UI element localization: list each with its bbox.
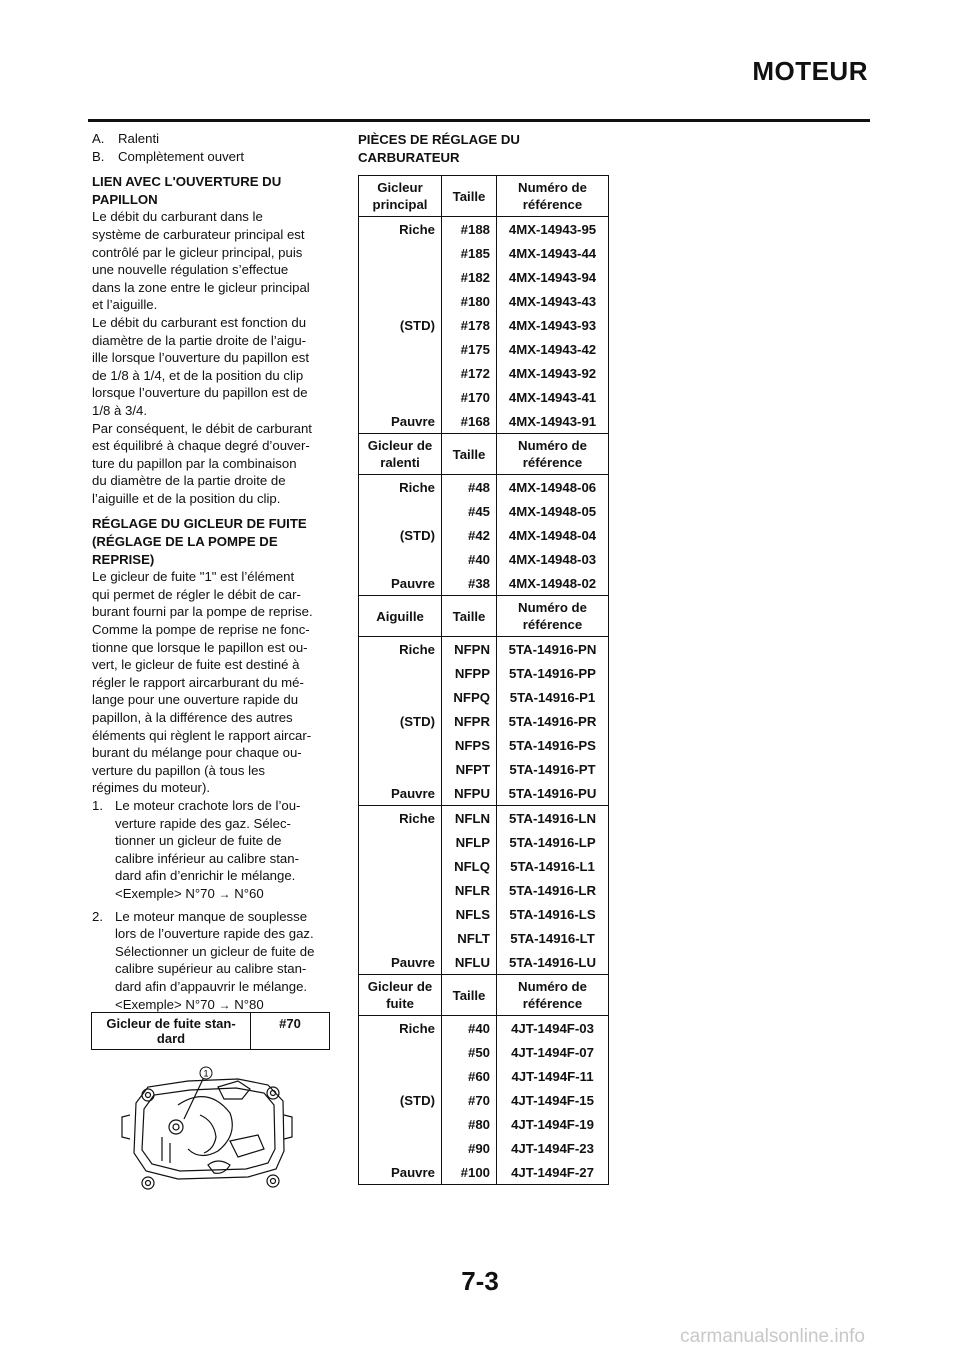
table-cell: 4JT-1494F-15 (511, 1092, 594, 1108)
table-row (359, 217, 609, 242)
table-cell: 5TA-14916-P1 (509, 689, 596, 705)
table-cell: Pauvre (359, 950, 442, 975)
table-cell: 4MX-14948-04 (508, 527, 597, 543)
table-cell: Pauvre (359, 571, 442, 596)
table-cell: Pauvre (359, 409, 442, 434)
table-cell: NFPU (442, 781, 497, 806)
table-row (359, 733, 609, 757)
table-row (359, 547, 609, 571)
table-cell (359, 1136, 442, 1160)
table-header-row (359, 176, 609, 217)
table-cell: 4JT-1494F-19 (511, 1116, 594, 1132)
table-cell: #48 (442, 475, 497, 500)
column-header: Gicleur de ralenti (359, 434, 442, 475)
table-cell: 4MX-14948-05 (508, 503, 597, 519)
table-cell: 4MX-14943-95 (508, 221, 597, 237)
table-cell (359, 733, 442, 757)
column-header: Taille (442, 975, 497, 1016)
table-cell: #40 (442, 1016, 497, 1041)
table-cell: 5TA-14916-PS (509, 737, 596, 753)
table-row (359, 1160, 609, 1185)
table-cell (359, 1064, 442, 1088)
table-cell (359, 926, 442, 950)
table-cell: 5TA-14916-LU (509, 954, 596, 970)
table-cell: 4MX-14948-03 (508, 551, 597, 567)
table-row (359, 830, 609, 854)
table-row (359, 571, 609, 596)
table-cell (359, 289, 442, 313)
table-cell: #182 (442, 265, 497, 289)
table-cell: NFPT (442, 757, 497, 781)
table-cell: NFLU (442, 950, 497, 975)
table-cell: 4JT-1494F-11 (511, 1068, 594, 1084)
table-cell: 5TA-14916-PT (509, 761, 596, 777)
column-header: Gicleur principal (359, 176, 442, 217)
table-cell: NFPN (442, 637, 497, 662)
table-cell: #90 (442, 1136, 497, 1160)
table-cell: 4MX-14943-43 (508, 293, 597, 309)
watermark: carmanualsonline.info (680, 1326, 865, 1347)
table-cell: #170 (442, 385, 497, 409)
table-row (359, 950, 609, 975)
table-cell: #45 (442, 499, 497, 523)
numbered-item: 2. Le moteur manque de souplesse lors de l’ouverture rapide des gaz. Sélectionner un gicleur de fuite de calibre supérieur au calibre stan- dard afin d’appauvrir le mélange. <Exemple> N°70 → N°80 (92, 908, 315, 1012)
table-row (359, 926, 609, 950)
table-cell: 4MX-14943-44 (508, 245, 597, 261)
table-cell: Riche (359, 1016, 442, 1041)
table-cell (359, 830, 442, 854)
table-row (359, 806, 609, 831)
table-cell: 5TA-14916-LN (497, 806, 609, 831)
table-cell (359, 337, 442, 361)
table-row (359, 1136, 609, 1160)
table-cell: 5TA-14916-PR (508, 713, 597, 729)
table-row (359, 475, 609, 500)
table-cell: (STD) (359, 709, 442, 733)
table-row (359, 637, 609, 662)
table-cell: #100 (442, 1160, 497, 1185)
column-header: Numéro de référence (497, 176, 609, 217)
table-row (359, 1088, 609, 1112)
arrow-icon: → (218, 886, 231, 901)
table-cell (359, 499, 442, 523)
table-cell (359, 854, 442, 878)
table-cell: #180 (442, 289, 497, 313)
table-cell: #42 (442, 523, 497, 547)
table-cell: Riche (359, 217, 442, 242)
column-header: Numéro de référence (497, 596, 609, 637)
table-cell: 5TA-14916-PU (508, 785, 597, 801)
table-cell: 5TA-14916-L1 (510, 858, 595, 874)
table-cell (359, 685, 442, 709)
table-row (359, 523, 609, 547)
table-cell: #185 (442, 241, 497, 265)
table-cell: Riche (359, 637, 442, 662)
table-cell: #80 (442, 1112, 497, 1136)
paragraph: Le débit du carburant dans le système de carburateur principal est contrôlé par le gicleur principal, puis une nouvelle régulation s’effectue dans la zone entre le gicleur principal et l’aiguille. Le débit du carburant est fonction du diamètre de la partie droite de l’aigu- ille lorsque l’ouverture du papillon est de 1/8 à 1/4, et de la position du clip lorsque l’ouverture du papillon est de 1/8 à 3/4. Par conséquent, le débit de carburant est équilibré à chaque degré d’ouver- ture du papillon par la combinaison du diamètre de la partie droite de l’aiguille et de la position du clip. (92, 209, 312, 506)
table-cell: 4JT-1494F-27 (511, 1164, 594, 1180)
table-cell: #40 (442, 547, 497, 571)
table-cell: (STD) (359, 523, 442, 547)
table-cell: #70 (442, 1088, 497, 1112)
table-cell: NFPR (442, 709, 497, 733)
table-cell: 5TA-14916-PN (508, 641, 597, 657)
parts-section-title: PIÈCES DE RÉGLAGE DU CARBURATEUR (358, 132, 520, 165)
table-cell: Pauvre (359, 781, 442, 806)
table-cell: (STD) (359, 1088, 442, 1112)
table-cell: 4MX-14943-92 (508, 365, 597, 381)
table-cell: 5TA-14916-LS (509, 906, 596, 922)
table-cell: NFLQ (442, 854, 497, 878)
table-row (359, 902, 609, 926)
table-row (359, 757, 609, 781)
section-heading: LIEN AVEC L'OUVERTURE DU PAPILLON (92, 174, 282, 207)
column-header: Taille (442, 434, 497, 475)
page-number: 7-3 (461, 1266, 499, 1296)
table-row (359, 385, 609, 409)
table-row (359, 265, 609, 289)
table-cell (359, 1040, 442, 1064)
table-cell: 4MX-14943-42 (508, 341, 597, 357)
table-cell (359, 547, 442, 571)
table-cell: 4MX-14948-02 (508, 575, 597, 591)
table-row (359, 878, 609, 902)
arrow-icon: → (218, 997, 231, 1012)
table-header-row (359, 434, 609, 475)
table-row (359, 361, 609, 385)
table-row (359, 781, 609, 806)
std-label: Gicleur de fuite stan- dard (92, 1013, 251, 1050)
table-cell (359, 265, 442, 289)
column-header: Taille (442, 176, 497, 217)
table-row (359, 661, 609, 685)
numbered-item: 1. Le moteur crachote lors de l’ou- verture rapide des gaz. Sélec- tionner un gicleur de fuite de calibre inférieur au calibre stan- dard afin d’enrichir le mélange. <Exemple> N°70 → N°60 (92, 797, 301, 901)
table-cell: NFPS (442, 733, 497, 757)
section-heading: RÉGLAGE DU GICLEUR DE FUITE (RÉGLAGE DE LA POMPE DE REPRISE) (92, 516, 307, 567)
table-cell (359, 361, 442, 385)
list-item: A. Ralenti (92, 131, 160, 146)
column-header: Numéro de référence (497, 975, 609, 1016)
table-cell: 4JT-1494F-23 (511, 1140, 594, 1156)
column-header: Gicleur de fuite (359, 975, 442, 1016)
table-header-row (359, 975, 609, 1016)
table-cell: 4JT-1494F-07 (511, 1044, 594, 1060)
table-cell (359, 385, 442, 409)
table-cell: #172 (442, 361, 497, 385)
std-value: #70 (251, 1013, 330, 1050)
table-cell: #168 (442, 409, 497, 434)
table-row (359, 313, 609, 337)
table-cell: Riche (359, 806, 442, 831)
table-cell (359, 902, 442, 926)
table-row (359, 241, 609, 265)
column-header: Aiguille (359, 596, 442, 637)
table-cell: NFLT (442, 926, 497, 950)
table-cell: (STD) (359, 313, 442, 337)
table-header-row (359, 596, 609, 637)
table-cell: #38 (442, 571, 497, 596)
table-row (359, 709, 609, 733)
table-row (359, 499, 609, 523)
table-cell: 4MX-14943-94 (508, 269, 597, 285)
table-row (359, 289, 609, 313)
paragraph: Le gicleur de fuite "1" est l’élément qui permet de régler le débit de car- burant fourni par la pompe de reprise. Comme la pompe de reprise ne fonc- tionne que lorsque le papillon est ou- vert, le gicleur de fuite est destiné à régler le rapport aircarburant du mé- lange pour une ouverture rapide du papillon, à la différence des autres éléments qui règlent le rapport aircar- burant du mélange pour chaque ou- verture du papillon (à tous les régimes du moteur). (92, 569, 313, 796)
table-cell: 5TA-14916-LP (509, 834, 596, 850)
header-rule (88, 119, 870, 122)
table-cell (359, 661, 442, 685)
table-row (359, 1064, 609, 1088)
table-cell: NFPP (442, 661, 497, 685)
table-cell: #178 (442, 313, 497, 337)
table-cell: Riche (359, 475, 442, 500)
carburetor-figure (118, 1065, 296, 1195)
table-cell (359, 241, 442, 265)
table-cell: 4MX-14948-06 (508, 479, 597, 495)
table-cell (359, 1112, 442, 1136)
table-cell: #175 (442, 337, 497, 361)
table-cell: Pauvre (359, 1160, 442, 1185)
table-cell: #188 (442, 217, 497, 242)
table-cell (359, 757, 442, 781)
table-cell: NFPQ (442, 685, 497, 709)
callout-number: 1 (203, 1068, 209, 1079)
table-cell: 5TA-14916-LT (510, 930, 595, 946)
list-item: B. Complètement ouvert (92, 148, 245, 164)
table-row (359, 1040, 609, 1064)
table-row (359, 685, 609, 709)
table-cell: NFLS (442, 902, 497, 926)
column-header: Numéro de référence (497, 434, 609, 475)
table-cell: 4MX-14943-93 (508, 317, 597, 333)
table-cell: 5TA-14916-LR (509, 882, 596, 898)
table-cell: 5TA-14916-PP (509, 665, 596, 681)
table-cell: NFLN (442, 806, 497, 831)
parts-table (358, 175, 609, 1185)
table-cell (359, 878, 442, 902)
page-header-title: MOTEUR (752, 56, 868, 86)
table-row (359, 1016, 609, 1041)
standard-jet-table (91, 1012, 330, 1050)
table-row (359, 854, 609, 878)
table-row (359, 337, 609, 361)
table-cell: NFLR (442, 878, 497, 902)
table-cell: 4MX-14943-91 (508, 413, 597, 429)
table-cell: NFLP (442, 830, 497, 854)
table-cell: #60 (442, 1064, 497, 1088)
table-row (359, 1112, 609, 1136)
left-column (92, 130, 332, 1018)
table-cell: 4JT-1494F-03 (511, 1020, 594, 1036)
table-cell: 4MX-14943-41 (508, 389, 597, 405)
column-header: Taille (442, 596, 497, 637)
table-cell: #50 (442, 1040, 497, 1064)
table-row (359, 409, 609, 434)
